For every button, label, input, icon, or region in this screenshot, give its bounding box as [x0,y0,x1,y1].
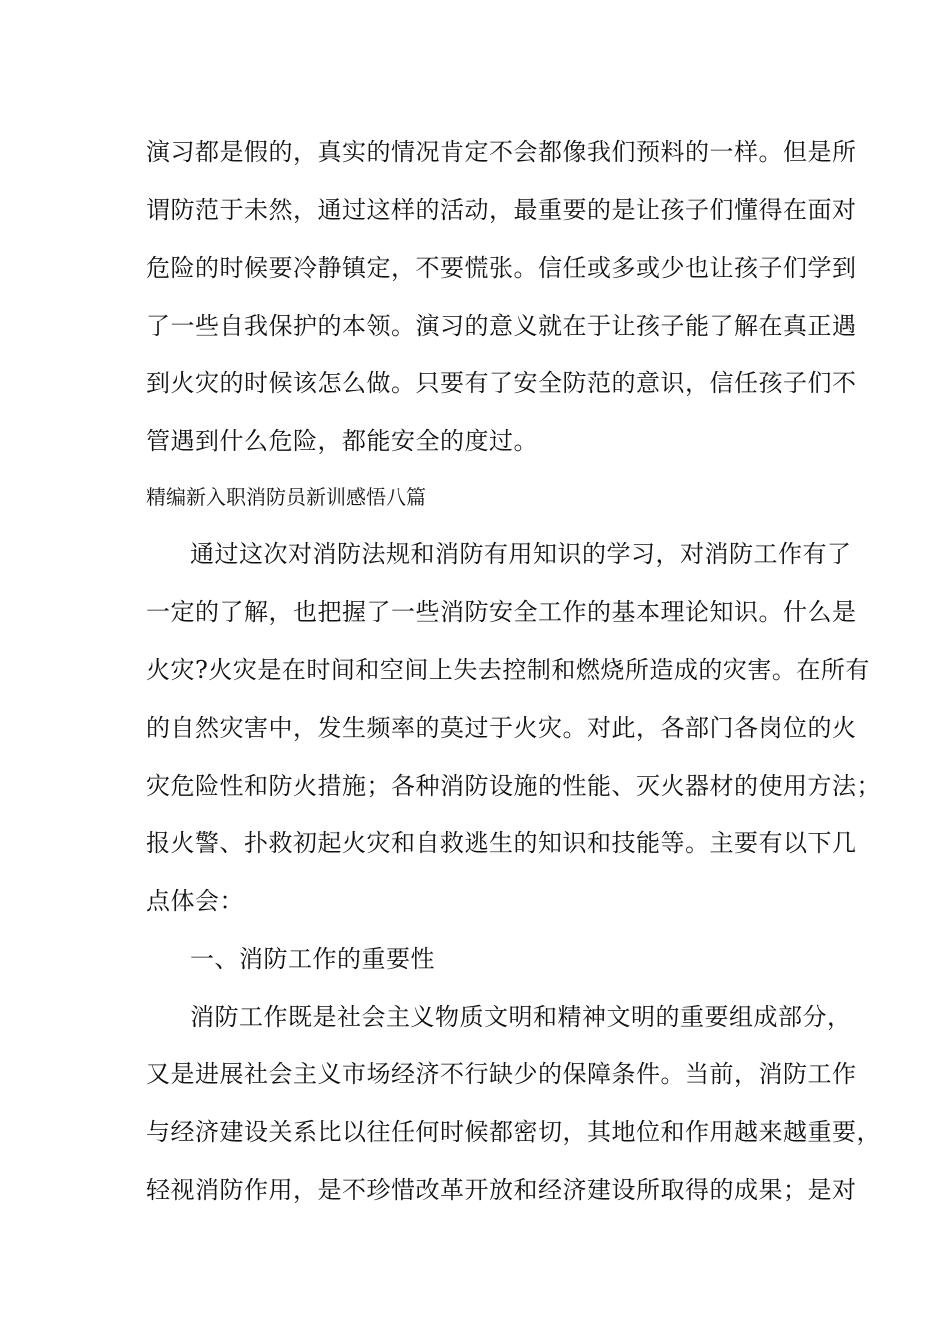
intro-line-2: 谓防范于未然，通过这样的活动，最重要的是让孩子们懂得在面对 [146,196,857,224]
para1-line-6: 报火警、扑救初起火灾和自救逃生的知识和技能等。主要有以下几 [146,829,857,857]
para2-line-1: 消防工作既是社会主义物质文明和精神文明的重要组成部分， [190,1003,852,1031]
intro-line-4: 了一些自我保护的本领。演习的意义就在于让孩子能了解在真正遇 [146,312,857,340]
intro-line-1: 演习都是假的，真实的情况肯定不会都像我们预料的一样。但是所 [146,138,857,166]
section1-heading: 一、消防工作的重要性 [190,945,435,973]
para1-line-2: 一定的了解，也把握了一些消防安全工作的基本理论知识。什么是 [146,598,857,626]
intro-line-6: 管遇到什么危险，都能安全的度过。 [146,427,538,455]
para2-line-4: 轻视消防作用，是不珍惜改革开放和经济建设所取得的成果；是对 [146,1176,857,1204]
para2-line-2: 又是进展社会主义市场经济不行缺少的保障条件。当前，消防工作 [146,1060,857,1088]
para1-line-7: 点体会： [146,887,244,915]
article-title: 精编新入职消防员新训感悟八篇 [146,485,426,509]
intro-line-5: 到火灾的时候该怎么做。只要有了安全防范的意识，信任孩子们不 [146,369,857,397]
para1-line-5: 灾危险性和防火措施；各种消防设施的性能、灭火器材的使用方法； [146,772,881,800]
para1-line-1: 通过这次对消防法规和消防有用知识的学习，对消防工作有了 [190,540,852,568]
para1-line-4: 的自然灾害中，发生频率的莫过于火灾。对此，各部门各岗位的火 [146,714,857,742]
intro-line-3: 危险的时候要冷静镇定，不要慌张。信任或多或少也让孩子们学到 [146,254,857,282]
para2-line-3: 与经济建设关系比以往任何时候都密切，其地位和作用越来越重要， [146,1118,881,1146]
para1-line-3: 火灾?火灾是在时间和空间上失去控制和燃烧所造成的灾害。在所有 [146,656,870,684]
